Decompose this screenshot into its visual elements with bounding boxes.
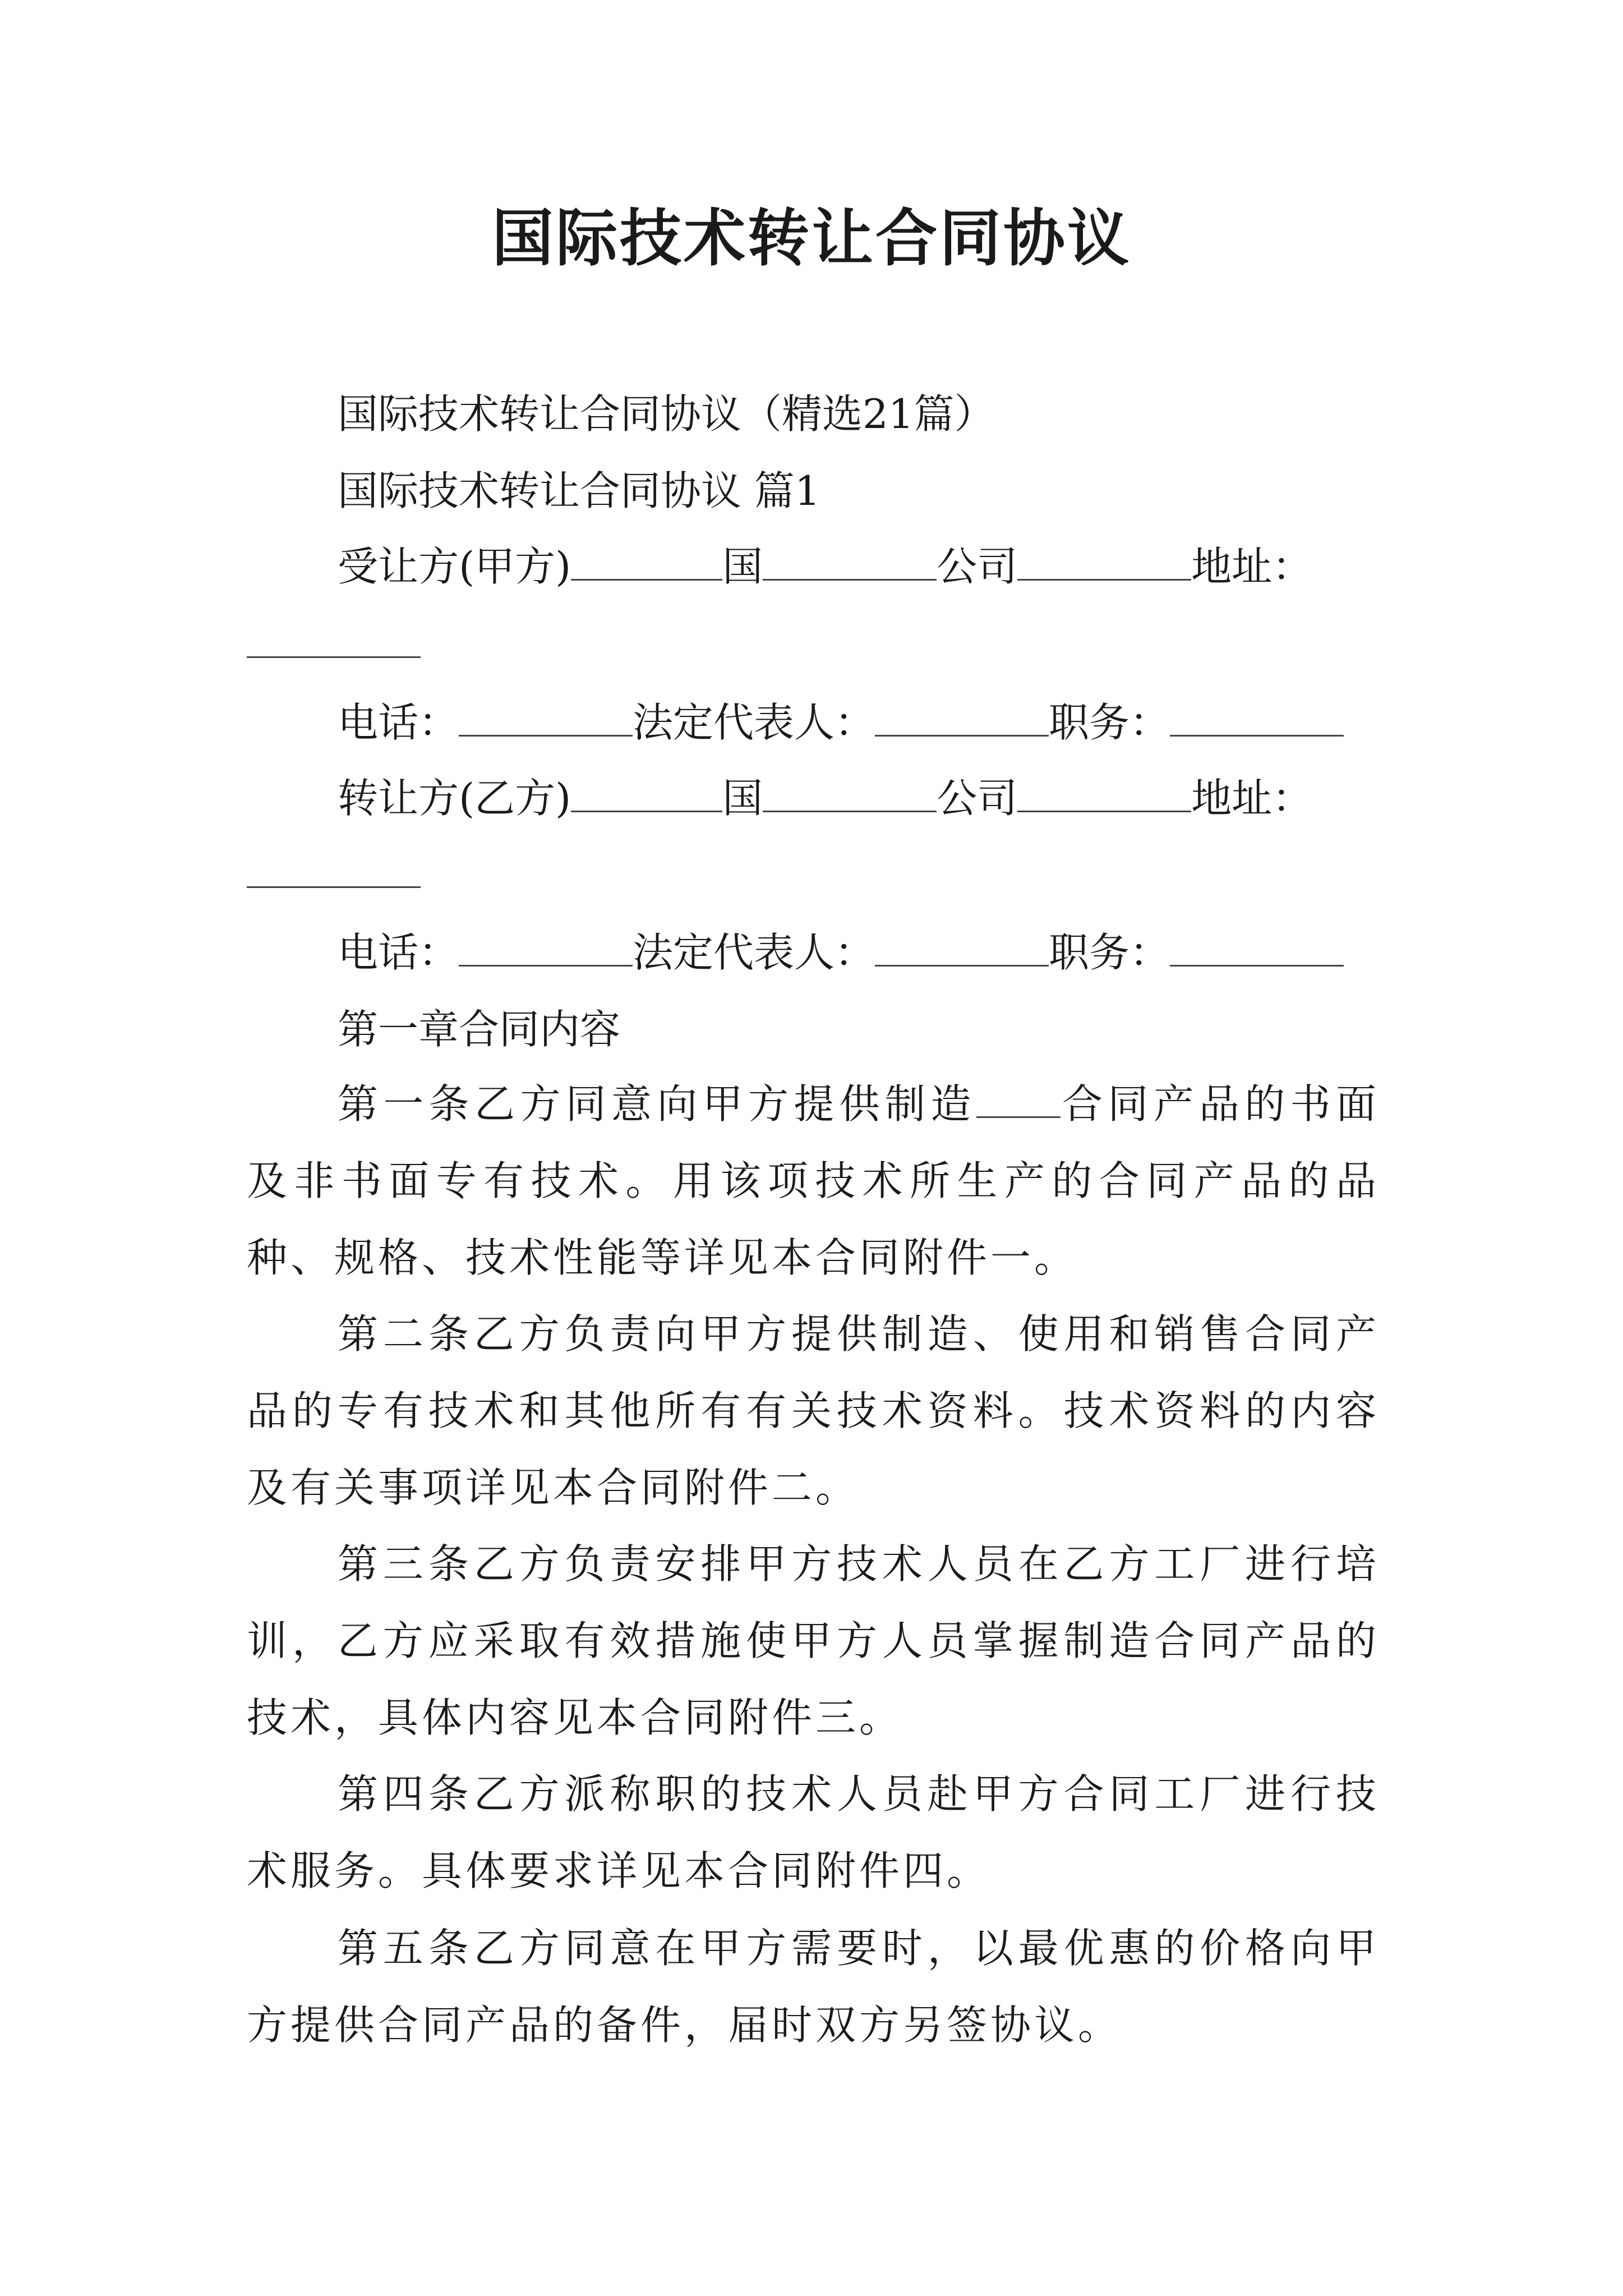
party-a-name-blank [571,544,722,581]
party-a-phone-label: 电话： [338,699,459,746]
article-5: 第五条乙方同意在甲方需要时，以最优惠的价格向甲方提供合同产品的备件，届时双方另签协议。 [247,1925,1380,2049]
party-a-address-blank [247,656,421,658]
article-1-pre: 第一条乙方同意向甲方提供制造 [338,1080,976,1128]
document-subtitle: 国际技术转让合同协议（精选21篇） [338,390,995,438]
party-b-name-blank [571,776,722,812]
party-b-line [338,770,1312,826]
party-a-title-label: 职务： [1049,699,1170,746]
party-a-company-label: 公司 [937,543,1018,590]
party-b-rep-blank [875,930,1049,967]
party-a-country-blank [763,544,937,581]
party-b-address-blank [247,886,421,888]
party-b-address-label: 地址： [1191,775,1313,822]
party-b-company-blank [1017,776,1191,812]
article-4: 第四条乙方派称职的技术人员赴甲方合同工厂进行技术服务。具体要求详见本合同附件四。 [247,1770,1380,1894]
party-a-contact-line [338,694,1344,751]
article-1-post: 合同产品的书面及非书面专有技术。用该项技术所生产的合同产品的品种、规格、技术性能等详见本合同附件一。 [247,1080,1380,1281]
party-a-company-blank [1017,544,1191,581]
party-b-company-label: 公司 [937,775,1018,822]
party-a-rep-label: 法定代表人： [633,699,875,746]
document-title: 国际技术转让合同协议 [492,202,1131,274]
party-b-contact-line [338,924,1344,981]
party-a-line [338,539,1312,595]
party-a-rep-blank [875,700,1049,737]
party-b-title-label: 职务： [1049,929,1170,976]
party-b-country-label: 国 [722,775,763,822]
party-a-country-label: 国 [722,543,763,590]
party-b-rep-label: 法定代表人： [633,929,875,976]
party-a-phone-blank [459,700,633,737]
party-a-title-blank [1170,700,1344,737]
article-1-blank [976,1082,1061,1118]
party-b-country-blank [763,776,937,812]
party-a-prefix: 受让方(甲方) [338,543,571,590]
party-a-address-label: 地址： [1191,543,1313,590]
article-3: 第三条乙方负责安排甲方技术人员在乙方工厂进行培训，乙方应采取有效措施使甲方人员掌握制造合同产品的技术，具体内容见本合同附件三。 [247,1540,1380,1741]
article-2: 第二条乙方负责向甲方提供制造、使用和销售合同产品的专有技术和其他所有有关技术资料。技术资料的内容及有关事项详见本合同附件二。 [247,1310,1380,1511]
article-1 [247,1066,1380,1296]
party-b-phone-label: 电话： [338,929,459,976]
party-b-prefix: 转让方(乙方) [338,775,571,822]
party-b-phone-blank [459,930,633,967]
chapter-heading: 第一章合同内容 [338,1006,621,1053]
section-heading: 国际技术转让合同协议 篇1 [338,467,820,514]
party-b-title-blank [1170,930,1344,967]
